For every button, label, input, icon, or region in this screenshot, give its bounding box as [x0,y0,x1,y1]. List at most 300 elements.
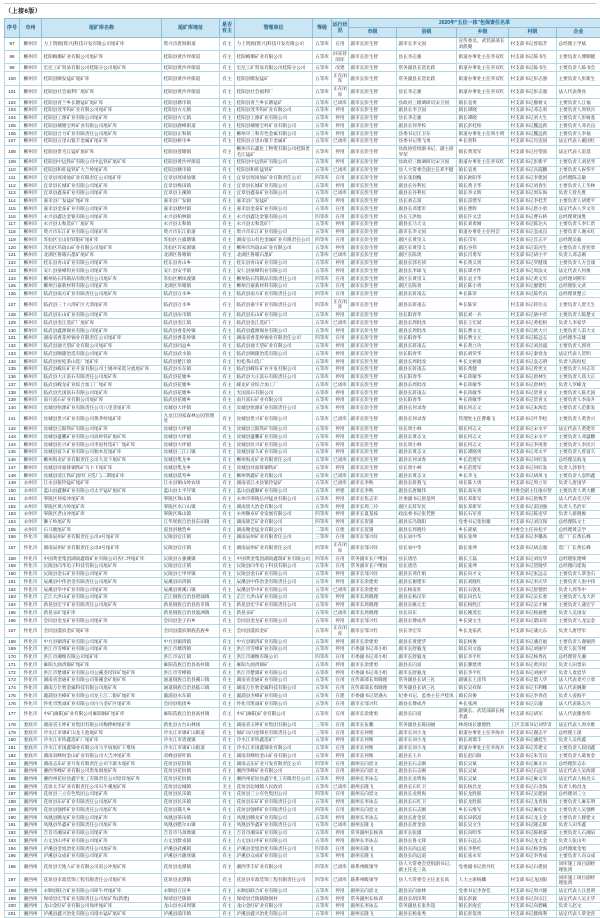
cell-grade: 五等库 [313,158,332,166]
cell-grade: 二等库 [313,526,332,534]
cell-grade: 四等库 [313,518,332,526]
cell-no: 132 [5,342,20,350]
cell-name: 花垣县强桦矿业有限责任公司尾矿库 [42,806,162,814]
cell-status: 已闭库 [332,860,349,873]
cell-address: 花垣县花垣镇 [162,767,220,775]
cell-status: 正在闭库 [332,72,349,85]
cell-no: 167 [5,624,20,637]
cell-xiang: 党委书记李春佳 [457,887,509,895]
cell-owner: 有主 [220,510,235,518]
cell-shi: 副市长贺遇 [349,526,397,534]
cell-xiang: 镇长李艳红 [457,845,509,853]
cell-qiye: 负责人唐国华 [557,479,600,487]
cell-address: 临武县万水乡 [162,290,220,298]
cell-xiang: 街道办事处主任李双红 [457,85,509,98]
cell-status: 已闭库 [332,783,349,791]
cell-unit: 洪江市楚雄矿业有限公司 [235,669,313,677]
cell-cun: 村支部书记周东海 [509,189,557,197]
cell-no: 168 [5,638,20,646]
cell-unit: 临武县嵘钰矿业开发有限公司 [235,365,313,373]
cell-xian: 副县长周批改 [397,381,457,389]
cell-address: 辰溪县田湾镇 [162,578,220,586]
cell-city: 怀化市 [20,555,42,563]
cell-address: 沅陵县官庄镇 [162,533,220,541]
cell-no: 117 [5,220,20,228]
cell-qiye: 主要负责人郭亮 [557,342,600,350]
cell-shi: 副市长余建勇 [349,661,397,669]
cell-status: 正在闭库 [332,298,349,311]
cell-xiang: 镇长刘晓红 [457,578,509,586]
cell-name: 泸溪县众成矿业有限公司尾矿库 [42,852,162,860]
table-row [5,350,600,358]
cell-shi: 副市长彭生智 [349,251,397,259]
cell-xiang: 镇长高灰勇 [457,487,509,495]
cell-address: 苏仙区白露塘镇 [162,236,220,244]
cell-status: 在用 [332,205,349,213]
table-row [5,518,600,526]
cell-city: 湘西州 [20,806,42,814]
cell-no: 178 [5,721,20,729]
cell-shi: 副市长彭生智 [349,472,397,480]
cell-xian: 副县长唐佩伟 [397,487,457,495]
cell-city: 永州市 [20,518,42,526]
cell-qiye: 主要负责人周铁兵 [557,106,600,114]
cell-owner: 有主 [220,197,235,205]
col-header-owner: 是否有主 [220,19,235,38]
cell-city: 郴州市 [20,72,42,85]
cell-name: 洪江市湘维有限公司尾矿库 [42,653,162,661]
cell-name: 芷江大洪山矿业有限公司尾矿库 [42,593,162,601]
cell-owner: 有主 [220,638,235,646]
cell-city: 湘西州 [20,767,42,775]
cell-status: 停用 [332,389,349,397]
cell-cun: 村支部书记蒲元东 [509,624,557,637]
cell-cun: 村支部书记米庆华 [509,578,557,586]
cell-status: 在建 [332,692,349,700]
cell-no: 107 [5,137,20,145]
col-header-city-level: 市级 [349,28,397,37]
cell-status: 改建 [332,64,349,72]
cell-unit: 芷江大洪山矿业有限公司 [235,593,313,601]
cell-unit: 湖南省金通矿业有限公司 [235,676,313,684]
cell-xiang: 镇长李平红 [457,669,509,677]
cell-unit: 永兴县太和选矿厂 [235,220,313,228]
cell-xian: 副县长石志刚 [397,806,457,814]
cell-city: 郴州市 [20,298,42,311]
cell-address: 临武县同益乡 [162,342,220,350]
cell-owner: 有主 [220,729,235,737]
cell-xian: 县委书记黄飞勇 [397,137,457,145]
cell-address: 北湖区华塘镇 [162,282,220,290]
cell-cun: 村支部书记陈书生 [509,64,557,72]
cell-owner: 有主 [220,448,235,456]
cell-owner: 有主 [220,624,235,637]
cell-xian: 副县长鲁文锋 [397,837,457,845]
cell-owner: 有主 [220,503,235,511]
cell-cun: 村委会主任孙松平 [509,526,557,534]
cell-address: 新晃侗族自治县波洲镇 [162,609,220,617]
cell-xian: 副县长蒋凌志 [397,298,457,311]
cell-xian: 副市长舒毅龙 [397,669,457,677]
cell-shi: 副市长何维 [349,744,397,752]
cell-grade: 五等库 [313,852,332,860]
cell-xiang: 镇长杨胜江 [457,601,509,609]
cell-no: 100 [5,72,20,85]
cell-name: 会同县金龙矿业有限公司尾矿库 [42,617,162,625]
cell-xian: 县长阳春华 [397,334,457,342]
cell-shi: 副市长周三玲 [349,503,397,511]
cell-address: 宜章县瑶岗仙镇 [162,174,220,182]
cell-name: 临武县嵘钰矿业开发有限公司土锡冲采选分流尾矿库 [42,365,162,373]
cell-owner: 有主 [220,495,235,503]
cell-status: 停用 [332,503,349,511]
cell-shi: 副市长彭生智 [349,189,397,197]
cell-grade: 四等库 [313,760,332,768]
cell-cun: 村支部书记秦春龙 [509,350,557,358]
cell-city: 怀化市 [20,617,42,625]
table-row [5,373,600,381]
cell-xiang: 镇长陈小勇 [457,282,509,290]
cell-cun: 村支部书记潘桂生 [509,736,557,744]
cell-qiye: 主要负责人陈楚文 [557,311,600,319]
cell-address: 花垣县边城镇 [162,783,220,791]
table-row [5,433,600,441]
cell-no: 185 [5,775,20,783]
cell-grade: 五等库 [313,783,332,791]
cell-xian: 县长周小林 [397,425,457,433]
cell-xiang: 街道办事处主任李海兵 [457,729,509,737]
cell-cun: 村支部书记黄松柏 [509,319,557,327]
cell-cun: 村支部书记何旺发 [509,464,557,472]
cell-grade: 五等库 [313,130,332,138]
cell-xiang: 镇长彭海宏 [457,902,509,910]
cell-city: 永州市 [20,510,42,518]
cell-no: 146 [5,456,20,464]
cell-name: 怀化市凯诚矿业有限公司白马垄矿区尾矿库 [42,700,162,708]
cell-owner: 有主 [220,684,235,692]
cell-qiye: 总经理张建峰 [557,555,600,563]
cell-name: 桂阳县合力矿业有限责任公司尾矿库 [42,130,162,138]
cell-owner: 有主 [220,72,235,85]
cell-owner: 有主 [220,433,235,441]
cell-city: 郴州市 [20,433,42,441]
cell-unit: 光国富石有限公司 [235,389,313,397]
table-row [5,145,600,158]
cell-unit: 中方县铜湾矿业有限公司 [235,638,313,646]
cell-address: 桂阳县黄沙坪街道 [162,85,220,98]
cell-name: 吉首市湘泉矿业有限公司尾矿库 [42,829,162,837]
cell-unit: 凤凰县华鑫矿业有限责任公司 [235,821,313,829]
cell-grade: 三等库 [313,721,332,729]
cell-grade: 五等库 [313,327,332,335]
cell-qiye: 主要负责人江福 [557,99,600,107]
cell-unit: 湖南省江永县银铃锰矿 [235,479,313,487]
cell-status: 停用 [332,425,349,433]
cell-xiang: 党委副书记唐丹红 [457,860,509,873]
cell-no: 199 [5,895,20,903]
cell-owner: 有主 [220,85,235,98]
cell-no: 140 [5,404,20,412]
cell-cun: 村支部书记韦利娜 [509,684,557,692]
cell-owner: 有主 [220,617,235,625]
cell-no: 104 [5,114,20,122]
table-row [5,895,600,903]
table-row [5,645,600,653]
cell-status: 停用 [332,645,349,653]
cell-shi: 副市长周晓理 [349,609,397,617]
cell-city: 怀化市 [20,586,42,594]
cell-unit: 会同县金龙矿业有限公司 [235,617,313,625]
cell-grade: 五等库 [313,282,332,290]
table-row [5,404,600,412]
cell-no: 109 [5,158,20,166]
cell-no: 105 [5,122,20,130]
table-row [5,319,600,327]
cell-status: 停用 [332,814,349,822]
cell-owner: 有主 [220,518,235,526]
cell-no: 172 [5,669,20,677]
cell-address: 桂东县青山乡 [162,259,220,267]
cell-name: 花垣县市政装饰工程有限责任公司尾矿库 [42,874,162,887]
cell-grade: 五等库 [313,37,332,50]
cell-xiang: 镇长谭晓勇 [457,448,509,456]
cell-owner: 有主 [220,389,235,397]
cell-unit: 湖南辰州矿业有限责任公司 [235,533,313,541]
cell-cun: 村支部书记宗溆 [509,700,557,708]
cell-qiye: 法定代表人吴海深 [557,767,600,775]
cell-name: 冷水江市国鑫锑业有限公司马平垴尾矿干堆场 [42,744,162,752]
cell-address: 花垣县花垣镇 [162,760,220,768]
cell-cun: 村支部书记吴建国 [509,790,557,798]
cell-status: 停用 [332,145,349,158]
cell-qiye: 总经理陈志敏 [557,174,600,182]
cell-address: 北湖区鲁塘镇 [162,251,220,259]
cell-xian: 县长周小林 [397,441,457,449]
cell-owner: 有主 [220,700,235,708]
cell-owner: 有主 [220,541,235,554]
cell-status: 停用 [332,510,349,518]
cell-xian: 县长李志强 [397,50,457,63]
cell-cun: 村支部书记贺喜文 [509,389,557,397]
cell-unit: 桂阳峋珊矿业有限公司 [235,50,313,63]
cell-qiye: 总经理黄志学 [557,526,600,534]
cell-grade: 五等库 [313,145,332,158]
cell-city: 湘西州 [20,902,42,910]
cell-status: 停用 [332,342,349,350]
cell-xian: 县政府三级调研员宋卫国 [397,158,457,166]
cell-city: 郴州市 [20,99,42,107]
cell-grade: 五等库 [313,887,332,895]
cell-no: 182 [5,752,20,760]
cell-cun: 村支部书记刘春生 [509,182,557,190]
table-row [5,760,600,768]
col-header-township-level: 乡级 [457,28,509,37]
cell-address: 会同县炮团乡 [162,700,220,708]
cell-qiye: 法定代表人何俊 [557,267,600,275]
cell-shi: 副州长隆飞 [349,783,397,791]
cell-shi: 副市长邹兴旺 [349,541,397,554]
cell-unit: 临武县鑫源锡业有限公司 [235,327,313,335]
cell-address: 沅陵县七甲坪镇 [162,570,220,578]
cell-address: 零陵区珠山镇 [162,495,220,503]
cell-owner: 有主 [220,174,235,182]
cell-owner: 有主 [220,396,235,404]
cell-city: 湘西州 [20,829,42,837]
cell-city: 怀化市 [20,692,42,700]
cell-status: 在用 [332,684,349,692]
table-row [5,860,600,873]
cell-xian: 县政府三级调研员宋卫国 [397,99,457,107]
cell-xian: 常务副县长胡三礼 [397,684,457,692]
cell-owner: 有主 [220,37,235,50]
cell-cun: 村支部书记李庚春 [509,441,557,449]
cell-status: 在建 [332,526,349,534]
cell-city: 怀化市 [20,609,42,617]
cell-city: 郴州市 [20,319,42,327]
cell-shi: 副市长何维 [349,752,397,760]
cell-name: 洪江市楚雄矿业有限公司公溪垄铅锌矿尾矿库 [42,669,162,677]
cell-address: 九龙江国家森林公园管理处 [162,412,220,425]
table-row [5,887,600,895]
cell-owner: 有主 [220,334,235,342]
cell-owner: 有主 [220,464,235,472]
cell-xian: 县长杨发旺 [397,586,457,594]
cell-grade: 五等库 [313,389,332,397]
cell-owner: 有主 [220,122,235,130]
cell-city: 郴州市 [20,282,42,290]
cell-status: 停用 [332,396,349,404]
cell-qiye: 法人代表滕春伟 [557,707,600,720]
cell-name: 零陵区黄古岭尾矿库 [42,503,162,511]
cell-name: 宏尼工矿贸易有限公司桂阳分公司尾矿库 [42,64,162,72]
cell-grade: 五等库 [313,244,332,252]
cell-qiye: 负责人张雪峰 [557,645,600,653]
cell-name: 汝城县对面排铜铁矿乌卜下尾矿库 [42,464,162,472]
cell-grade: 五等库 [313,319,332,327]
cell-grade: 五等库 [313,251,332,259]
cell-xiang: 乡长蒋敏华 [457,396,509,404]
cell-name: 湖南辰州矿业有限责任公司4号尾矿库 [42,533,162,541]
cell-xian: 纪委书记、监委主任尹桂凤 [397,692,457,700]
cell-address: 嘉禾县塘村镇 [162,205,220,213]
cell-name: 石马塘尾矿库 [42,526,162,534]
cell-xiang: 镇长王宏斌 [457,319,509,327]
cell-grade: 五等库 [313,593,332,601]
cell-xian: 副县长黄建华 [397,638,457,646]
cell-city: 湘西州 [20,837,42,845]
table-row [5,806,600,814]
table-row [5,653,600,661]
cell-no: 147 [5,464,20,472]
cell-xian: 副县长向富 [397,707,457,720]
cell-owner: 有主 [220,798,235,806]
cell-grade: 五等库 [313,166,332,174]
cell-shi: 副市长彭生智 [349,358,397,366]
cell-cun: 村支部书记朱海忠 [509,404,557,412]
cell-address: 零陵区珠山镇 [162,510,220,518]
cell-xian: 县长李宏军 [397,624,457,637]
cell-qiye: 主要负责人方会康 [557,259,600,267]
cell-no: 108 [5,145,20,158]
cell-grade: 五等库 [313,503,332,511]
cell-owner: 有主 [220,526,235,534]
cell-cun: 村支部书记周兴隆 [509,887,557,895]
cell-address: 资兴市唐洞街道 [162,37,220,50]
cell-address: 洪江市雪峰镇 [162,669,220,677]
cell-name: 麻阳九曲湾铜矿尾矿库 [42,661,162,669]
table-row [5,290,600,298]
cell-owner: 有主 [220,251,235,259]
cell-grade: 四等库 [313,174,332,182]
cell-qiye: 法定代表人雷延 [557,145,600,158]
cell-status: 停用 [332,798,349,806]
cell-cun: 村支部书记宋水平 [509,433,557,441]
cell-address: 冷水江市锡矿山街道 [162,744,220,752]
cell-address: 花垣县民乐镇 [162,790,220,798]
cell-address: 辰溪县黄溪口镇 [162,586,220,594]
cell-address: 沅陵县官庄镇 [162,541,220,554]
cell-no: 179 [5,729,20,737]
cell-name: 郴州海龙矿业有限责任公司大北下尾矿库 [42,456,162,464]
cell-xian: 区委副书记唐基列 [397,495,457,503]
cell-name: 中方县铜湾矿业有限公司尾矿库 [42,638,162,646]
cell-city: 湘西州 [20,790,42,798]
cell-owner: 有主 [220,860,235,873]
cell-grade: 四等库 [313,510,332,518]
cell-no: 115 [5,205,20,213]
cell-grade: 四等库 [313,541,332,554]
cell-xian: 副市长刘小龙 [397,729,457,737]
table-row [5,902,600,910]
cell-address: 泸溪县兴隆场镇 [162,852,220,860]
cell-cun: 村支部书记舒德贵 [509,586,557,594]
cell-qiye: 法人代表陈志兴 [557,700,600,708]
cell-name: 湖南万仕智金属科技有限公司尾矿库 [42,684,162,692]
cell-qiye: 主要负责人麻东明 [557,798,600,806]
cell-cun: 村支部书记彭志强 [509,85,557,98]
cell-owner: 有主 [220,275,235,283]
cell-no: 201 [5,910,20,918]
cell-no: 184 [5,767,20,775]
cell-address: 吉首市马颈坳镇 [162,829,220,837]
cell-owner: 有主 [220,874,235,887]
cell-no: 196 [5,860,20,873]
cell-xian: 副市长舒毅龙 [397,653,457,661]
cell-qiye: 总经理吴毅 [557,236,600,244]
cell-shi: 副州长隆飞 [349,845,397,853]
cell-no: 153 [5,510,20,518]
cell-qiye: 总经理刘拥军 [557,275,600,283]
cell-xian: 县长张润槐 [397,174,457,182]
table-row [5,114,600,122]
cell-unit: 恒松茶山选厂 [235,358,313,366]
cell-shi: 宣传部部长周晓理 [349,676,397,684]
cell-shi: 副州长向恩文 [349,887,397,895]
cell-name: 桂阳峋珊矿业有限公司尾矿库 [42,50,162,63]
cell-address: 汝城县延寿乡 [162,472,220,480]
cell-cun: 村支部书记杨秀礼 [509,653,557,661]
cell-qiye: 总经理彭志东 [557,760,600,768]
cell-shi: 副市长伍鹏 [349,721,397,729]
cell-qiye: 法人代表毛习军 [557,495,600,503]
table-row [5,700,600,708]
cell-city: 郴州市 [20,205,42,213]
cell-no: 102 [5,99,20,107]
table-row [5,389,600,397]
cell-grade: 五等库 [313,373,332,381]
cell-status: 停建 [332,487,349,495]
cell-owner: 有主 [220,342,235,350]
